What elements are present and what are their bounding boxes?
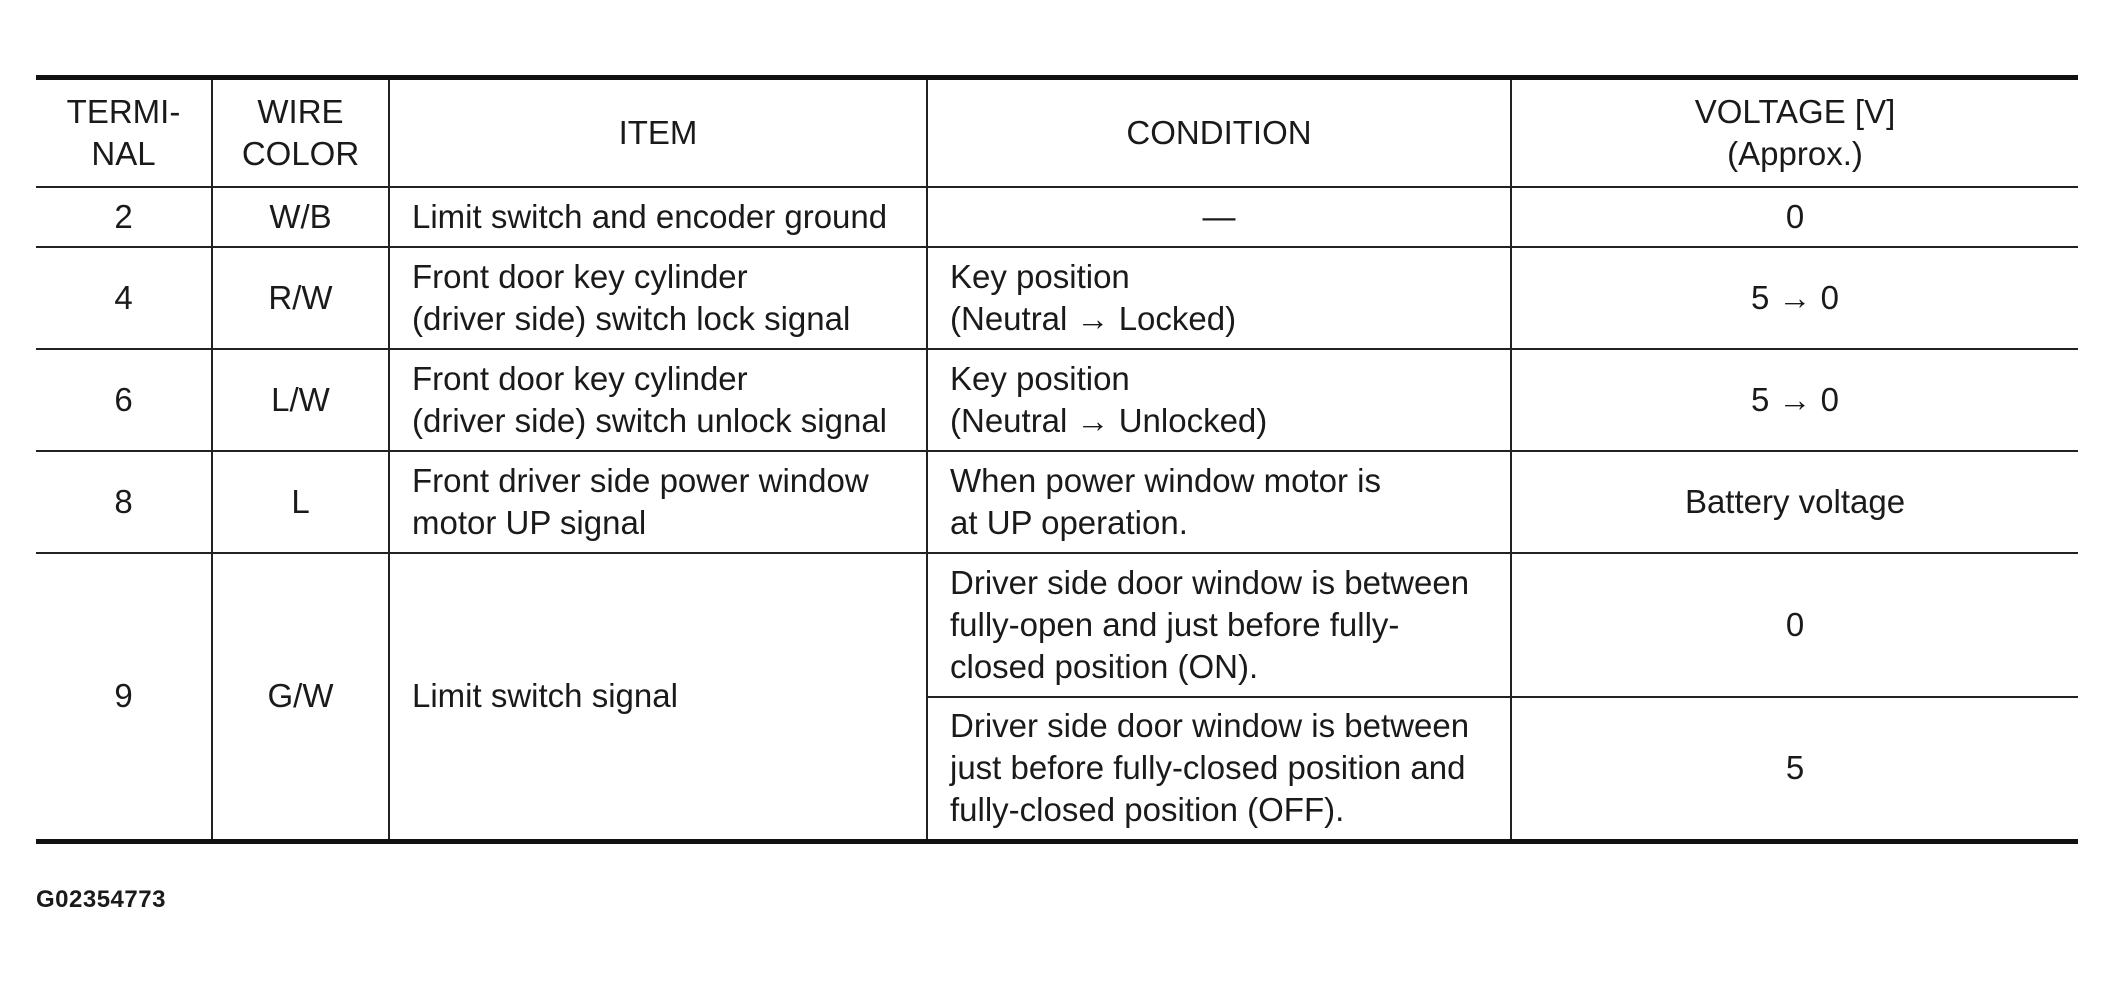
cell-condition: Key position (Neutral → Locked) <box>927 247 1511 349</box>
cell-condition: Key position (Neutral → Unlocked) <box>927 349 1511 451</box>
cell-condition: When power window motor is at UP operation. <box>927 451 1511 553</box>
cell-terminal: 6 <box>36 349 212 451</box>
cell-wire-color: R/W <box>212 247 389 349</box>
cell-voltage: 0 <box>1511 187 2078 247</box>
header-voltage: VOLTAGE [V] (Approx.) <box>1511 78 2078 188</box>
cell-item: Front door key cylinder (driver side) switch unlock signal <box>389 349 927 451</box>
cell-terminal: 9 <box>36 553 212 841</box>
cell-voltage: 5 → 0 <box>1511 247 2078 349</box>
cell-condition: — <box>927 187 1511 247</box>
cell-terminal: 2 <box>36 187 212 247</box>
header-terminal: TERMI- NAL <box>36 78 212 188</box>
figure-id: G02354773 <box>36 886 166 913</box>
table-row <box>36 187 2078 247</box>
cell-voltage: 5 → 0 <box>1511 349 2078 451</box>
header-item: ITEM <box>389 78 927 188</box>
cell-item: Front door key cylinder (driver side) switch lock signal <box>389 247 927 349</box>
table-row <box>36 247 2078 349</box>
terminal-voltage-document <box>36 75 2078 844</box>
table-row <box>36 553 2078 697</box>
cell-wire-color: G/W <box>212 553 389 841</box>
cell-condition: Driver side door window is between fully-open and just before fully- closed position (ON). <box>927 553 1511 697</box>
cell-voltage: Battery voltage <box>1511 451 2078 553</box>
cell-terminal: 4 <box>36 247 212 349</box>
cell-item: Limit switch and encoder ground <box>389 187 927 247</box>
cell-wire-color: W/B <box>212 187 389 247</box>
table-row <box>36 349 2078 451</box>
table-row <box>36 451 2078 553</box>
cell-item: Front driver side power window motor UP signal <box>389 451 927 553</box>
header-wire-color: WIRE COLOR <box>212 78 389 188</box>
terminal-voltage-table <box>36 75 2078 844</box>
cell-condition: Driver side door window is between just before fully-closed position and fully-closed position (OFF). <box>927 697 1511 841</box>
table-header-row <box>36 78 2078 188</box>
cell-terminal: 8 <box>36 451 212 553</box>
cell-wire-color: L <box>212 451 389 553</box>
cell-voltage: 0 <box>1511 553 2078 697</box>
cell-item: Limit switch signal <box>389 553 927 841</box>
header-condition: CONDITION <box>927 78 1511 188</box>
cell-voltage: 5 <box>1511 697 2078 841</box>
cell-wire-color: L/W <box>212 349 389 451</box>
